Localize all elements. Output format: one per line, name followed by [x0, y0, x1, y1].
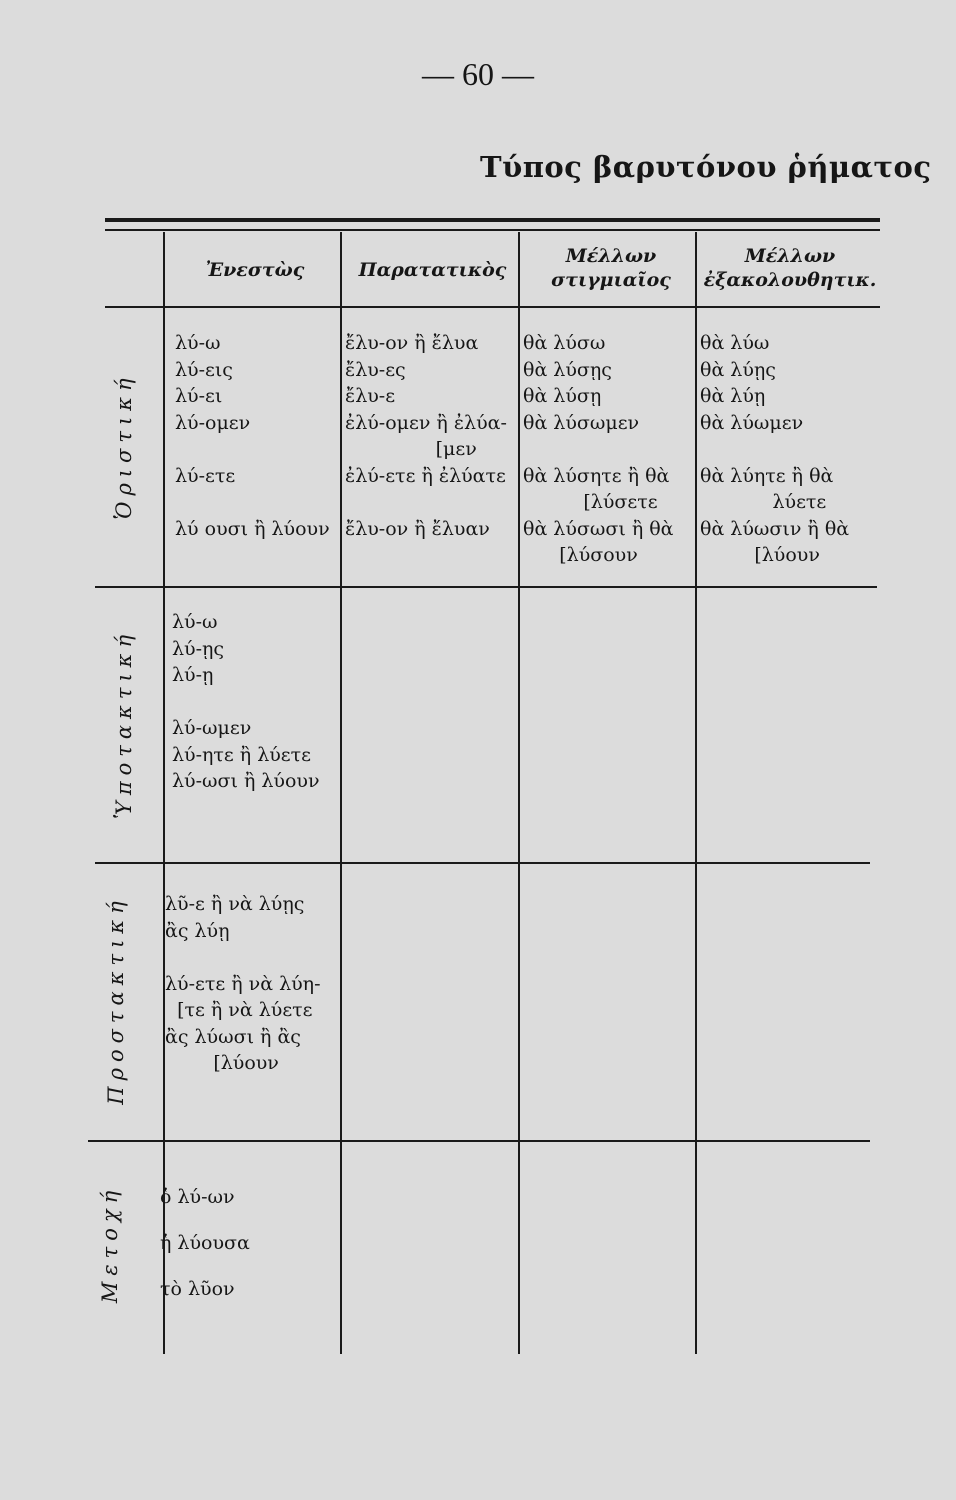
row-rule-imperative: [88, 1140, 870, 1142]
indicative-imperfect: ἔλυ-ον ἢ ἔλυα ἔλυ-ες ἔλυ-ε ἐλύ-ομεν ἢ ἐλύα- [μεν ἐλύ-ετε ἢ ἐλύατε ἔλυ-ον ἢ ἔλυαν: [345, 332, 507, 540]
mood-participle: Μετοχή: [98, 1184, 122, 1304]
header-future-cont-2: ἐξακολουθητικ.: [703, 269, 877, 291]
mood-subjunctive: Ὑποτακτική: [112, 628, 136, 820]
page-number: — 60 —: [422, 56, 534, 92]
mood-indicative: Ὁριστική: [112, 372, 136, 520]
top-rule: [105, 218, 880, 222]
future-col-line: [695, 232, 697, 1354]
header-imperfect: Παρατατικὸς: [358, 259, 507, 281]
header-future-simple-1: Μέλλων: [565, 245, 657, 267]
indicative-future-simple: θὰ λύσω θὰ λύσῃς θὰ λύσῃ θὰ λύσωμεν θὰ λύσητε ἢ θὰ [λύσετε θὰ λύσωσι ἢ θὰ [λύσουν: [523, 332, 674, 566]
header-present: Ἐνεστὼς: [205, 259, 305, 281]
subjunctive-present: λύ-ω λύ-ῃς λύ-ῃ λύ-ωμεν λύ-ητε ἢ λύετε λύ-ωσι ἢ λύουν: [172, 611, 320, 792]
participle-present: ὁ λύ-ων ἡ λύουσα τὸ λῦον: [160, 1186, 250, 1300]
imperative-present: λῦ-ε ἢ νὰ λύῃς ἂς λύῃ λύ-ετε ἢ νὰ λύη- [τε ἢ νὰ λύετε ἂς λύωσι ἢ ἂς [λύουν: [165, 893, 321, 1074]
present-col-line: [340, 232, 342, 1354]
page-title: Τύπος βαρυτόνου ῥήματος: [480, 150, 932, 184]
row-rule-subjunctive: [95, 862, 870, 864]
row-rule-indicative: [95, 586, 877, 588]
top-rule-inner: [105, 229, 880, 231]
header-rule: [105, 306, 880, 308]
indicative-future-cont: θὰ λύω θὰ λύῃς θὰ λύῃ θὰ λύωμεν θὰ λύητε ἢ θὰ λύετε θὰ λύωσιν ἢ θὰ [λύουν: [700, 332, 850, 566]
header-future-simple-2: στιγμιαῖος: [551, 269, 671, 291]
imperfect-col-line: [518, 232, 520, 1354]
indicative-present: λύ-ω λύ-εις λύ-ει λύ-ομεν λύ-ετε λύ ουσι ἢ λύουν: [175, 332, 330, 540]
header-future-cont-1: Μέλλων: [744, 245, 836, 267]
mood-imperative: Προστακτική: [104, 895, 128, 1105]
